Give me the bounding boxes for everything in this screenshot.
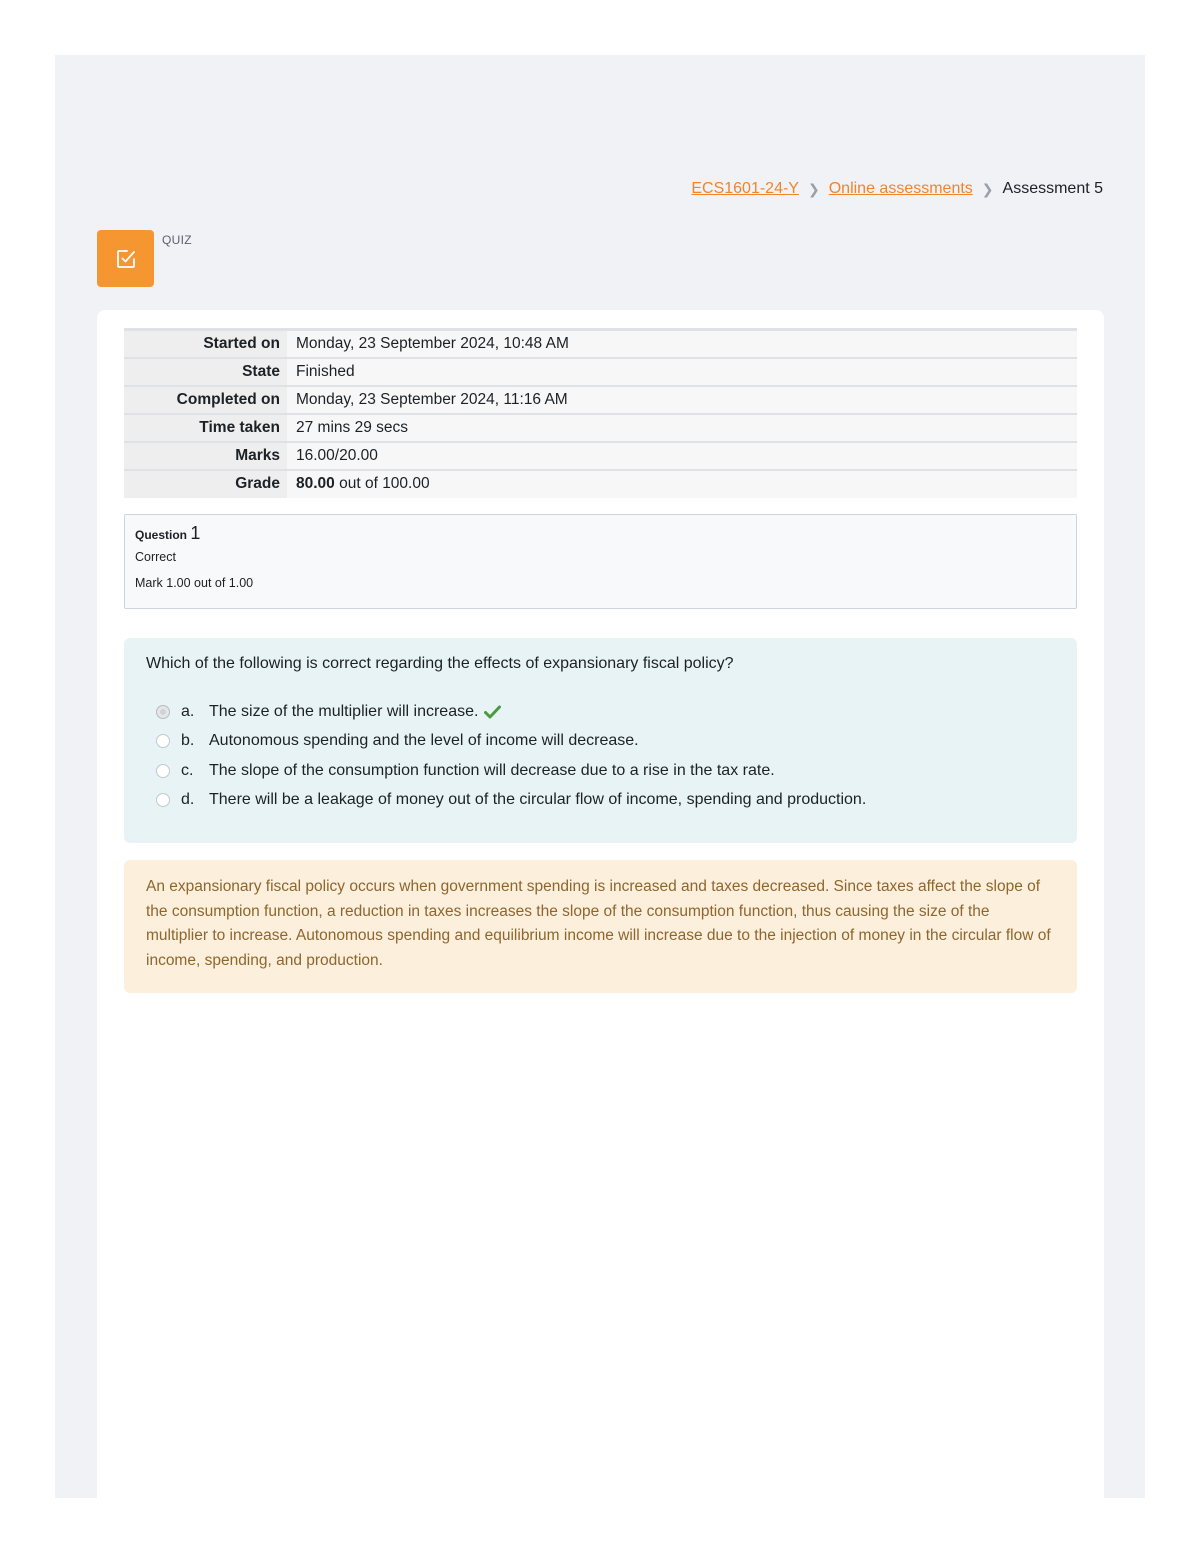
question-number <box>135 523 1066 544</box>
answer-list <box>146 697 1055 815</box>
answer-option-c <box>146 756 1055 786</box>
grade-total: out of 100.00 <box>334 475 430 492</box>
answer-text: Autonomous spending and the level of income will decrease. <box>209 732 639 750</box>
answer-letter: b. <box>181 732 195 750</box>
summary-value: Monday, 23 September 2024, 10:48 AM <box>287 330 1077 358</box>
breadcrumb-current: Assessment 5 <box>1002 180 1103 197</box>
radio-button[interactable] <box>156 705 170 719</box>
summary-value: Monday, 23 September 2024, 11:16 AM <box>287 386 1077 414</box>
attempt-summary-table <box>124 328 1077 498</box>
table-row <box>124 358 1077 386</box>
summary-value: 16.00/20.00 <box>287 442 1077 470</box>
answer-text: The size of the multiplier will increase. <box>209 702 479 720</box>
breadcrumb-online-assessments-link[interactable]: Online assessments <box>828 180 973 197</box>
activity-type-label: QUIZ <box>162 233 192 247</box>
answer-option-a <box>146 697 1055 727</box>
breadcrumb <box>691 178 1103 200</box>
answer-text: There will be a leakage of money out of the circular flow of income, spending and production. <box>209 791 867 809</box>
summary-label: Marks <box>124 442 287 470</box>
summary-label: Started on <box>124 330 287 358</box>
question-state: Correct <box>135 550 176 564</box>
question-prefix: Question <box>135 528 191 542</box>
summary-value <box>287 470 1077 498</box>
summary-value: 27 mins 29 secs <box>287 414 1077 442</box>
answer-option-b <box>146 727 1055 757</box>
question-info-box <box>124 514 1077 609</box>
answer-option-d <box>146 786 1055 816</box>
table-row <box>124 386 1077 414</box>
question-mark: Mark 1.00 out of 1.00 <box>135 576 254 590</box>
question-formulation <box>124 638 1077 843</box>
table-row <box>124 470 1077 498</box>
question-number-value: 1 <box>190 523 201 543</box>
summary-label: Completed on <box>124 386 287 414</box>
table-row <box>124 330 1077 358</box>
answer-letter: a. <box>181 702 195 720</box>
summary-label: Time taken <box>124 414 287 442</box>
summary-label: State <box>124 358 287 386</box>
breadcrumb-course-link[interactable]: ECS1601-24-Y <box>691 180 799 197</box>
radio-button[interactable] <box>156 793 170 807</box>
radio-button[interactable] <box>156 734 170 748</box>
answer-text: The slope of the consumption function will decrease due to a rise in the tax rate. <box>209 761 775 779</box>
general-feedback: An expansionary fiscal policy occurs when government spending is increased and taxes decreased. Since taxes affect the slope of the consumption function, a reduction in taxes increases the slope of the consumption function, thus causing the size of the multiplier to increase. Autonomous spending and equilibrium income will increase due to the injection of money in the circular flow of income, spending, and production. <box>124 860 1077 993</box>
grade-value: 80.00 <box>296 475 335 492</box>
table-row <box>124 442 1077 470</box>
summary-label: Grade <box>124 470 287 498</box>
correct-checkmark-icon <box>484 705 501 719</box>
chevron-right-icon: ❯ <box>981 180 994 197</box>
answer-letter: c. <box>181 761 194 779</box>
summary-value: Finished <box>287 358 1077 386</box>
radio-button[interactable] <box>156 764 170 778</box>
quiz-checkbox-icon <box>97 230 154 287</box>
question-text: Which of the following is correct regarding the effects of expansionary fiscal policy? <box>146 655 734 672</box>
table-row <box>124 414 1077 442</box>
main-content-card <box>97 310 1104 1498</box>
answer-letter: d. <box>181 791 195 809</box>
chevron-right-icon: ❯ <box>807 180 820 197</box>
